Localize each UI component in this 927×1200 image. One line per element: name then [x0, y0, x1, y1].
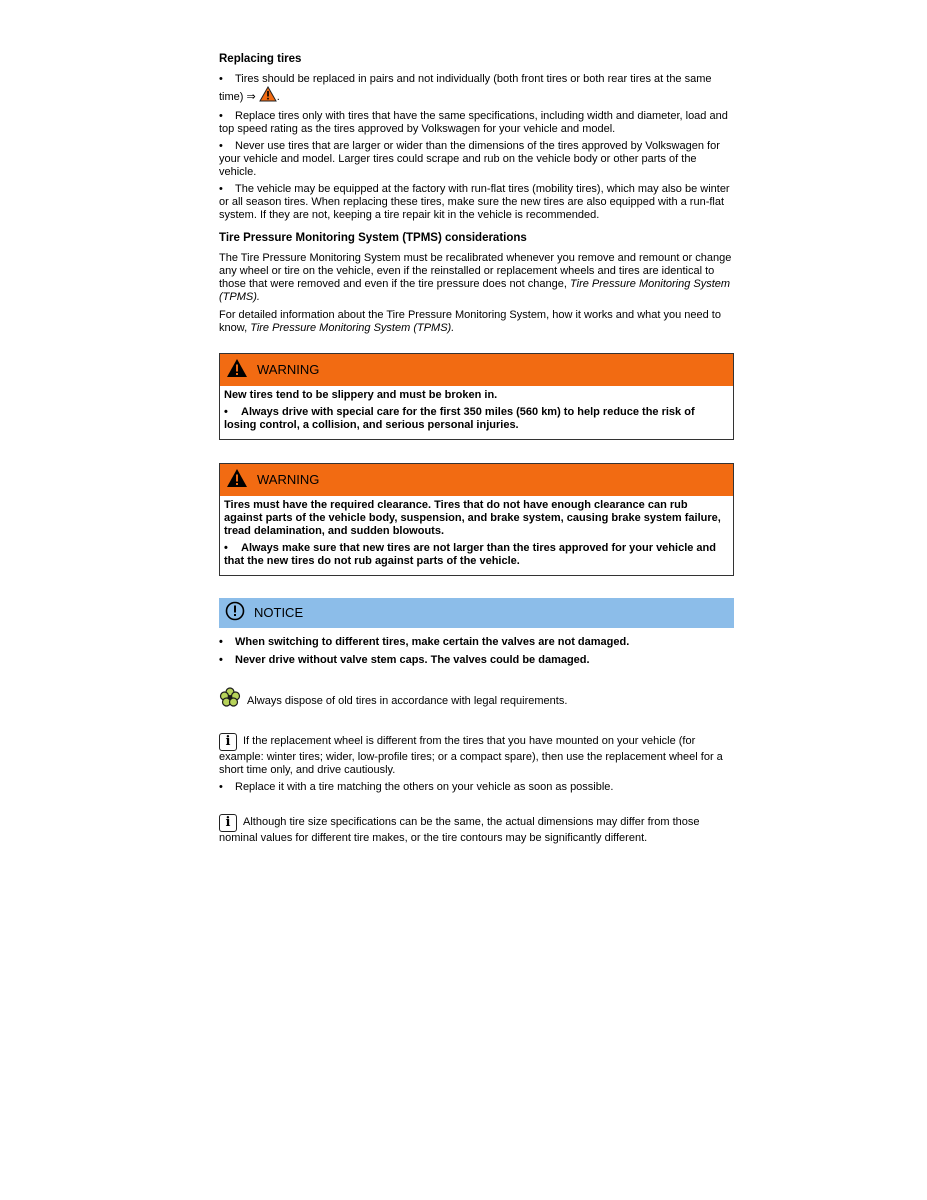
replacing-tires-heading: Replacing tires	[219, 53, 302, 65]
warning-title: WARNING	[257, 362, 320, 377]
environment-note: Always dispose of old tires in accordance with legal requirements.	[219, 687, 734, 711]
list-item: • Replace tires only with tires that have the same specifications, including width and diameter, load and top speed rating as the tires approved by Volkswagen for your vehicle and model.	[219, 110, 728, 135]
info-note-1: i If the replacement wheel is different from the tires that you have mounted on your vehicle (for example: winter tires; wider, low-profile tires; or a compact spare), then use the replacement wheel for a short time only, and drive cautiously. • Replace it with a tire matching the others on your vehicle as soon as possible.	[219, 733, 734, 794]
info-icon: i	[219, 733, 237, 751]
tpms-link-1[interactable]: Tire Pressure Monitoring System (TPMS).	[219, 278, 731, 303]
warning-body: Tires must have the required clearance. Tires that do not have enough clearance can rub against parts of the vehicle body, suspension, and brake system, causing brake system failure, tread delamination, and sudden blowouts. • Always make sure that new tires are not larger than the tires approved for your vehicle and that the new tires do not rub against parts of the vehicle.	[220, 496, 733, 575]
warning-header	[220, 464, 733, 496]
list-item: • Tires should be replaced in pairs and not individually (both front tires or both rear tires at the same time) ⇒ .	[219, 73, 734, 106]
warning-header	[220, 354, 733, 386]
notice-list	[219, 628, 734, 667]
warning-triangle-icon	[259, 86, 277, 106]
tpms-paragraph-2: For detailed information about the Tire Pressure Monitoring System, how it works and what you need to know, Tire Pressure Monitoring System (TPMS).	[219, 309, 721, 334]
page-content	[219, 52, 734, 850]
list-item: • Replace it with a tire matching the others on your vehicle as soon as possible.	[219, 781, 614, 793]
notice-title: NOTICE	[254, 605, 304, 620]
list-item: • Always drive with special care for the first 350 miles (560 km) to help reduce the risk of losing control, a collision, and serious personal injuries.	[224, 406, 695, 431]
list-item: • When switching to different tires, make certain the valves are not damaged.	[219, 636, 630, 648]
warning-triangle-icon	[226, 358, 248, 382]
tpms-paragraph-1: The Tire Pressure Monitoring System must be recalibrated whenever you remove and remount or change any wheel or tire on the vehicle, even if the reinstalled or replacement wheels and tires are identical to those that were removed and even if the tire pressure does not change, Tire Pressure Monitoring System (TPMS).	[219, 252, 732, 303]
flower-environment-icon	[219, 687, 241, 711]
info-icon: i	[219, 814, 237, 832]
warning-body: New tires tend to be slippery and must be broken in. • Always drive with special care for the first 350 miles (560 km) to help reduce the risk of losing control, a collision, and serious personal injuries.	[220, 386, 733, 439]
warning-box-2	[219, 463, 734, 576]
warning-title: WARNING	[257, 472, 320, 487]
list-item: • Always make sure that new tires are not larger than the tires approved for your vehicle and that the new tires do not rub against parts of the vehicle.	[224, 542, 716, 567]
tpms-link-2[interactable]: Tire Pressure Monitoring System (TPMS).	[250, 322, 455, 334]
list-item: • The vehicle may be equipped at the factory with run-flat tires (mobility tires), which may also be winter or all season tires. When replacing these tires, make sure the new tires are also equipped with a run-flat system. If they are not, keeping a tire repair kit in the vehicle is recommended.	[219, 183, 730, 221]
warning-triangle-icon	[226, 468, 248, 492]
warning-box-1	[219, 353, 734, 440]
exclamation-circle-icon	[225, 601, 245, 625]
list-item: • Never use tires that are larger or wider than the dimensions of the tires approved by Volkswagen for your vehicle and model. Larger tires could scrape and rub on the vehicle body or other parts of the vehicle.	[219, 140, 720, 178]
list-item: • Never drive without valve stem caps. The valves could be damaged.	[219, 654, 590, 666]
info-note-2: i Although tire size specifications can be the same, the actual dimensions may differ from those nominal values for different tire makes, or the tire contours may be significantly different.	[219, 815, 700, 844]
notice-header	[219, 598, 734, 628]
notice-box	[219, 598, 734, 667]
tpms-heading: Tire Pressure Monitoring System (TPMS) considerations	[219, 232, 527, 244]
